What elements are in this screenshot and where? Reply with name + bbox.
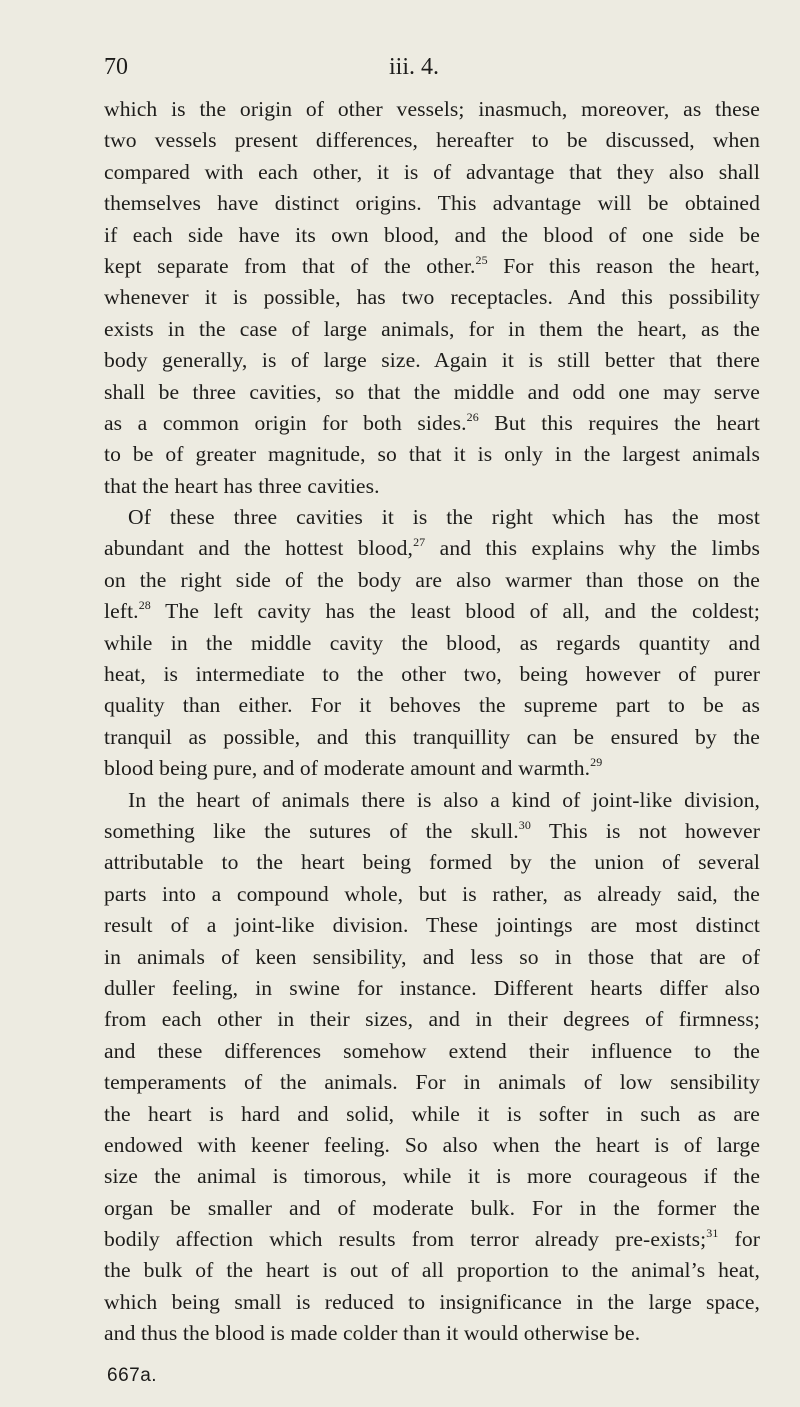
text-line: left.$^{28}$ The left cavity has the least blood of all, and the coldest; bbox=[104, 598, 760, 624]
text-line: the bulk of the heart is out of all proportion to the animal’s heat, bbox=[104, 1258, 760, 1283]
text-line: kept separate from that of the other.$^{25}$ For this reason the heart, bbox=[104, 252, 760, 278]
text-line: something like the sutures of the skull.$^{30}$ This is not however bbox=[104, 817, 761, 843]
text-line: abundant and the hottest blood,$^{27}$ and this explains why the limbs bbox=[104, 535, 760, 561]
text-line: blood being pure, and of moderate amount and warmth.$^{29}$ bbox=[104, 755, 603, 781]
text-line: themselves have distinct origins. This advantage will be obtained bbox=[104, 191, 760, 216]
text-line: body generally, is of large size. Again it is still better that there bbox=[104, 348, 760, 373]
footnote-ref: 29 bbox=[590, 755, 603, 770]
text-line: bodily affection which results from terror already pre-exists;$^{31}$ for bbox=[104, 1226, 761, 1252]
text-line: Of these three cavities it is the right which has the most bbox=[128, 505, 760, 530]
section-reference: iii. 4. bbox=[389, 54, 440, 80]
text-line: from each other in their sizes, and in their degrees of firmness; bbox=[104, 1007, 760, 1032]
body-text bbox=[104, 94, 760, 1350]
footnote-ref: 27 bbox=[413, 535, 426, 550]
text-line: that the heart has three cavities. bbox=[104, 473, 380, 498]
text-line: and thus the blood is made colder than it would otherwise be. bbox=[104, 1321, 641, 1346]
text-line: to be of greater magnitude, so that it is only in the largest animals bbox=[104, 442, 760, 467]
text-line: result of a joint-like division. These jointings are most distinct bbox=[104, 913, 760, 938]
text-line: size the animal is timorous, while it is more courageous if the bbox=[104, 1164, 760, 1189]
text-line: duller feeling, in swine for instance. Different hearts differ also bbox=[104, 975, 760, 1000]
text-line: while in the middle cavity the blood, as regards quantity and bbox=[104, 630, 760, 655]
text-line: which is the origin of other vessels; inasmuch, moreover, as these bbox=[104, 97, 760, 121]
text-line: two vessels present differences, hereafter to be discussed, when bbox=[104, 128, 760, 153]
text-line: on the right side of the body are also warmer than those on the bbox=[104, 567, 760, 592]
text-line: shall be three cavities, so that the middle and odd one may serve bbox=[104, 379, 760, 404]
running-header bbox=[104, 54, 744, 94]
page-number: 70 bbox=[104, 54, 128, 80]
text-line: in animals of keen sensibility, and less so in those that are of bbox=[104, 944, 760, 969]
text-line: parts into a compound whole, but is rather, as already said, the bbox=[104, 881, 760, 906]
text-line: which being small is reduced to insignificance in the large space, bbox=[104, 1289, 760, 1314]
text-line: compared with each other, it is of advantage that they also shall bbox=[104, 159, 760, 184]
text-line: In the heart of animals there is also a kind of joint-like division, bbox=[128, 787, 760, 812]
text-line: exists in the case of large animals, for in them the heart, as the bbox=[104, 316, 760, 341]
text-line: temperaments of the animals. For in animals of low sensibility bbox=[104, 1070, 760, 1095]
footnote-ref: 26 bbox=[466, 409, 479, 424]
text-line: whenever it is possible, has two receptacles. And this possibility bbox=[104, 285, 760, 310]
footnote-ref: 30 bbox=[518, 817, 531, 832]
text-line: tranquil as possible, and this tranquillity can be ensured by the bbox=[104, 724, 760, 749]
text-line: the heart is hard and solid, while it is softer in such as are bbox=[104, 1101, 760, 1126]
text-line: organ be smaller and of moderate bulk. For in the former the bbox=[104, 1195, 760, 1220]
text-line: if each side have its own blood, and the blood of one side be bbox=[104, 222, 760, 247]
printer-signature: 667a. bbox=[107, 1365, 158, 1386]
footnote-ref: 25 bbox=[475, 252, 488, 267]
text-line: endowed with keener feeling. So also when the heart is of large bbox=[104, 1132, 760, 1157]
text-line: as a common origin for both sides.$^{26}$ But this requires the heart bbox=[104, 409, 760, 435]
text-line: and these differences somehow extend their influence to the bbox=[104, 1038, 760, 1063]
footnote-ref: 31 bbox=[706, 1226, 719, 1241]
text-line: quality than either. For it behoves the supreme part to be as bbox=[104, 693, 760, 718]
footnote-ref: 28 bbox=[138, 598, 151, 613]
text-line: heat, is intermediate to the other two, being however of purer bbox=[104, 662, 760, 687]
text-line: attributable to the heart being formed by the union of several bbox=[104, 850, 760, 875]
